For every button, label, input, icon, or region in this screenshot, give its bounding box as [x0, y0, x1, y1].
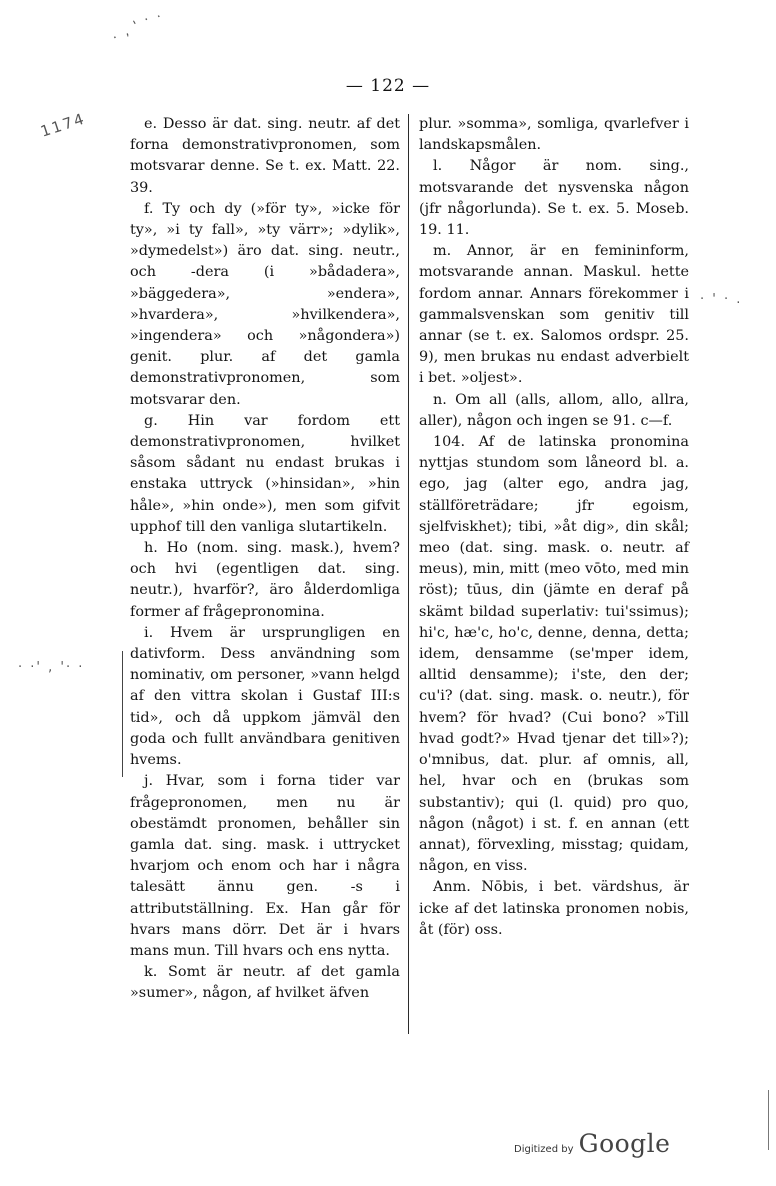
left-paragraph: k. Somt är neutr. af det gamla »sumer», någon, af hvilket äfven [130, 964, 400, 1002]
margin-specks-right: · ' · . [700, 292, 743, 307]
left-paragraph: g. Hin var fordom ett demonstrativpronomen, hvilket såsom sådant nu endast brukas i enstaka uttryck (»hinsidan», »hin håle», »hin onde»), men som gifvit upphof till den vanliga slutartikeln. [130, 412, 400, 535]
right-paragraph: m. Annor, är en femininform, motsvarande annan. Maskul. hette fordom annar. Annars förekommer i gammalsvenskan som genitiv till annar (se t. ex. Salomos ordspr. 25. 9), men brukas nu endast adverbielt i bet. »oljest». [419, 243, 689, 387]
right-column [419, 114, 689, 941]
margin-rule-left [122, 651, 123, 777]
left-paragraph: j. Hvar, som i forna tider var frågepronomen, men nu är obestämdt pronomen, behåller sin gamla dat. sing. mask. i uttrycket hvarjom och enom och har i några talesätt ännu gen. -s i attributställning. Ex. Han går för hvars mans dörr. Det är i hvars mans mun. Till hvars och ens nytta. [130, 773, 400, 959]
page-number: — 122 — [345, 76, 431, 96]
handwritten-margin-note: 1174 [38, 109, 88, 141]
margin-specks-left: · ·' , '· · [18, 660, 85, 675]
google-logo: Google [578, 1129, 671, 1158]
digitized-by-google-watermark [514, 1129, 670, 1158]
right-paragraph: 104. Af de latinska pronomina nyttjas stundom som låneord bl. a. ego, jag (alter ego, andra jag, ställföreträdare; jfr egoism, sjelfviskhet); tibi, »åt dig», din skål; meo (dat. sing. mask. o. neutr. af meus), min, mitt (meo vōto, med min röst); tūus, din (jämte en deraf på skämt bildad superlativ: tui'ssimus); hi'c, hæ'c, ho'c, denne, denna, detta; idem, densamme (se'mper idem, alltid densamme); i'ste, den der; cu'i? (dat. sing. mask. o. neutr.), för hvem? för hvad? (Cui bono? »Till hvad godt?» Hvad tjenar det till»?); o'mnibus, dat. plur. af omnis, all, hel, hvar och en (brukas som substantiv); qui (l. quid) pro quo, någon (något) i st. f. en annan (ett annat), förvexling, misstag; quidam, någon, en viss. [419, 434, 689, 875]
right-paragraph: n. Om all (alls, allom, allo, allra, aller), någon och ingen se 91. c—f. [419, 391, 689, 429]
column-divider [408, 114, 409, 1034]
margin-specks-top: · , ' · . [109, 5, 165, 46]
left-column [130, 114, 400, 1005]
right-paragraph: plur. »somma», somliga, qvarlefver i landskapsmålen. [419, 116, 689, 154]
right-paragraph: l. Någor är nom. sing., motsvarande det nysvenska någon (jfr någorlunda). Se t. ex. 5. Moseb. 19. 11. [419, 158, 689, 239]
left-paragraph: h. Ho (nom. sing. mask.), hvem? och hvi (egentligen dat. sing. neutr.), hvarför?, äro ålderdomliga former af frågepronomina. [130, 540, 400, 620]
margin-rule-right [768, 1090, 769, 1150]
left-paragraph: e. Desso är dat. sing. neutr. af det forna demonstrativpronomen, som motsvarar denne. Se t. ex. Matt. 22. 39. [130, 116, 400, 196]
digitized-by-label: Digitized by [514, 1144, 574, 1155]
left-paragraph: f. Ty och dy (»för ty», »icke för ty», »i ty fall», »ty värr»; »dylik», »dymedelst») äro dat. sing. neutr., och -dera (i »bådadera», »bäggedera», »endera», »hvardera», »hvilkendera», »ingendera» och »någondera») genit. plur. af det gamla demonstrativpronomen, som motsvarar den. [130, 200, 400, 408]
left-paragraph: i. Hvem är ursprungligen en dativform. Dess användning som nominativ, om personer, »vann helgd af den vittra skolan i Gustaf III:s tid», och då uppkom jämväl den goda och fullt användbara genitiven hvems. [130, 624, 400, 769]
right-paragraph: Anm. Nōbis, i bet. värdshus, är icke af det latinska pronomen nobis, åt (för) oss. [419, 879, 689, 938]
